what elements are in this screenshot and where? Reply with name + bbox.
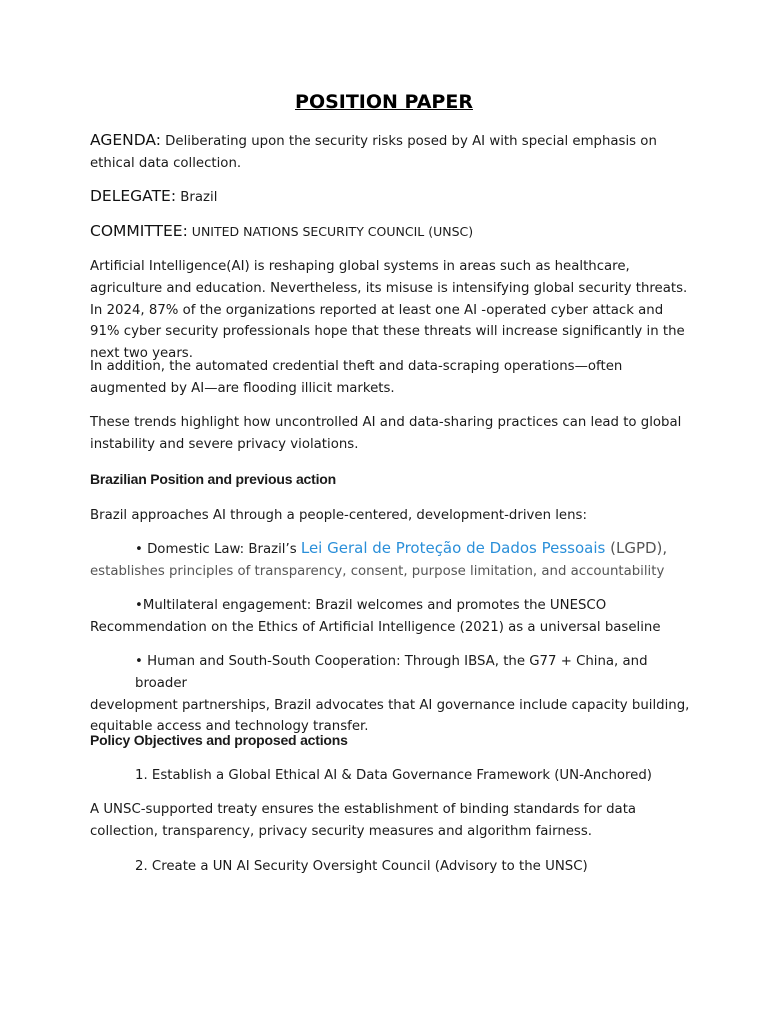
objective-1: [90, 765, 690, 787]
bullet-cooperation: [90, 651, 690, 738]
threat-paragraph: In addition, the automated credential theft and data-scraping operations—often augmented by AI—are flooding illicit markets.: [90, 359, 623, 396]
committee-text: UNITED NATIONS SECURITY COUNCIL (UNSC): [187, 224, 474, 239]
bullet-multilateral-first: •Multilateral engagement: Brazil welcomes and promotes the UNESCO: [135, 598, 607, 613]
delegate-label: DELEGATE:: [90, 187, 177, 205]
brazil-position-heading: Brazilian Position and previous action: [90, 471, 336, 487]
delegate-text: Brazil: [176, 190, 218, 205]
bullet-multilateral-cont: Recommendation on the Ethics of Artificial Intelligence (2021) as a universal baseline: [90, 619, 661, 635]
objective-2: [90, 856, 690, 878]
bullet-domestic-law-line: [90, 538, 690, 561]
objective-1-title: 1. Establish a Global Ethical AI & Data Governance Framework (UN-Anchored): [135, 768, 652, 783]
trends-paragraph: These trends highlight how uncontrolled AI and data-sharing practices can lead to global instability and severe privacy violations.: [90, 415, 682, 452]
bullet-multilateral: [90, 595, 690, 639]
bullet-cooperation-first: • Human and South-South Cooperation: Through IBSA, the G77 + China, and broader: [135, 654, 648, 691]
bullet-cooperation-cont: development partnerships, Brazil advocates that AI governance include capacity building, equitable access and technology transfer.: [90, 697, 690, 735]
policy-heading: Policy Objectives and proposed actions: [90, 732, 348, 748]
objective-1-text: A UNSC-supported treaty ensures the establishment of binding standards for data collection, transparency, privacy security measures and algorithm fairness.: [90, 802, 637, 839]
agenda-section: [90, 130, 690, 175]
bullet-domestic-law: [90, 538, 690, 583]
committee-label: COMMITTEE:: [90, 222, 188, 240]
agenda-text: Deliberating upon the security risks posed by AI with special emphasis on ethical data collection.: [90, 134, 657, 171]
bullet-domestic-law-prefix: • Domestic Law: Brazil’s: [135, 542, 301, 557]
delegate-section: [90, 186, 690, 209]
bullet-domestic-law-cont: establishes principles of transparency, consent, purpose limitation, and accountability: [90, 563, 665, 579]
brazil-intro: Brazil approaches AI through a people-centered, development-driven lens:: [90, 508, 587, 523]
agenda-label: AGENDA:: [90, 131, 161, 149]
intro-paragraph: Artificial Intelligence(AI) is reshaping global systems in areas such as healthcare, agriculture and education. Nevertheless, its misuse is intensifying global security threats. In 2024, 87% of the organizations reported at least one AI -operated cyber attack and 91% cyber security professionals hope that these threats will increase significantly in the next two years.: [90, 259, 688, 362]
committee-section: [90, 221, 690, 244]
objective-2-title: 2. Create a UN AI Security Oversight Council (Advisory to the UNSC): [135, 859, 588, 874]
lgpd-link[interactable]: Lei Geral de Proteção de Dados Pessoais: [300, 539, 606, 557]
lgpd-abbrev: (LGPD),: [605, 539, 668, 557]
document-title: POSITION PAPER: [295, 91, 473, 113]
